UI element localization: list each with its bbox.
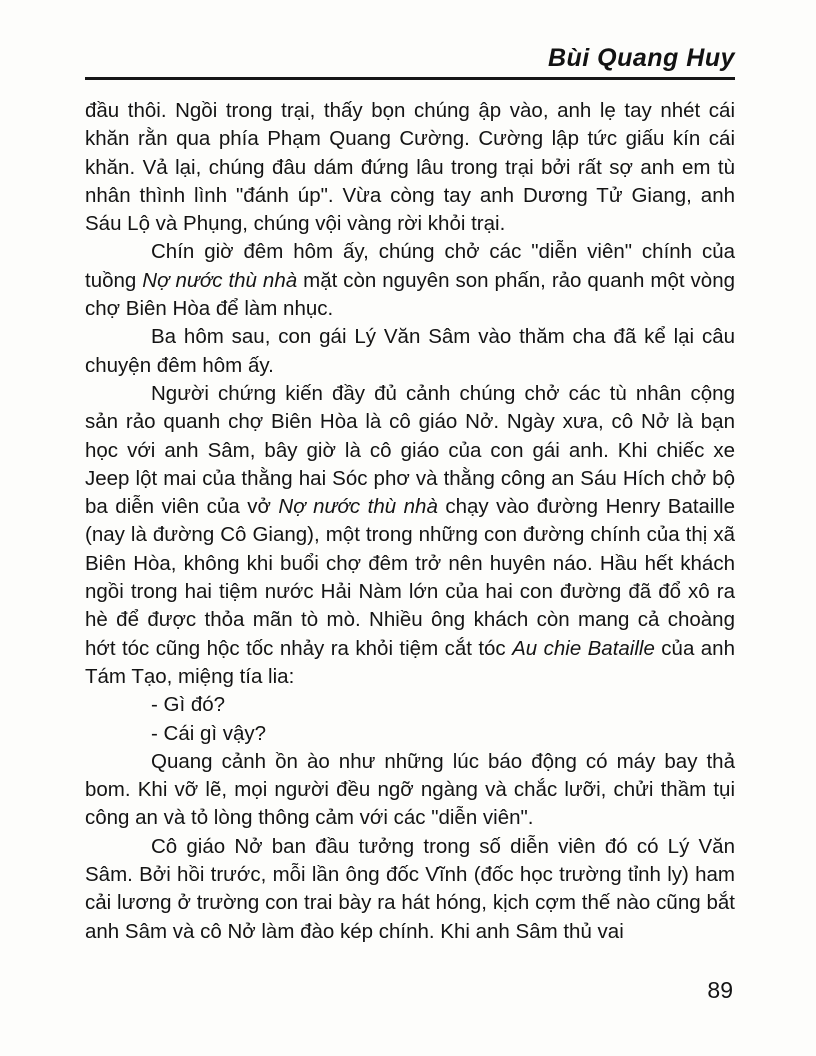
- paragraph: [85, 748, 735, 833]
- running-header-author: Bùi Quang Huy: [547, 44, 735, 72]
- page-content: [85, 44, 735, 946]
- text-run: - Gì đó?: [151, 693, 226, 717]
- text-run: - Cái gì vậy?: [151, 721, 267, 745]
- text-run: Chín giờ đêm hôm ấy, chúng chở các "diễn viên" chính của tuồng: [85, 240, 735, 292]
- paragraph: [85, 97, 735, 238]
- paragraph: [85, 833, 735, 946]
- text-run: của anh Tám Tạo, miệng tía lia:: [85, 636, 735, 688]
- text-run: mặt còn nguyên son phấn, rảo quanh một vòng chợ Biên Hòa để làm nhục.: [85, 268, 735, 321]
- italic-text-run: Nợ nước thù nhà: [142, 268, 298, 292]
- paragraph: [85, 720, 735, 748]
- text-run: chạy vào đường Henry Bataille (nay là đường Cô Giang), một trong những con đường chính của thị xã Biên Hòa, không khi buổi chợ đêm trở nên huyên náo. Hầu hết khách ngồi trong hai tiệm nước Hải Nàm lớn của hai con đường đã đổ xô ra hè để được thỏa mãn tò mò. Nhiều ông khách còn mang cả choàng hớt tóc cũng hộc tốc nhảy ra khỏi tiệm cắt tóc: [85, 495, 736, 660]
- paragraph: [85, 691, 735, 719]
- paragraph: [85, 323, 735, 380]
- page-number: 89: [707, 977, 733, 1003]
- italic-text-run: Nợ nước thù nhà: [278, 495, 438, 519]
- text-run: Cô giáo Nở ban đầu tưởng trong số diễn viên đó có Lý Văn Sâm. Bởi hồi trước, mỗi lần ông đốc Vĩnh (đốc học trường tỉnh ly) ham cải lương ở trường con trai bày ra hát hóng, kịch cợm thế nào cũng bắt anh Sâm và cô Nở làm đào kép chính. Khi anh Sâm thủ vai: [85, 834, 735, 943]
- header-rule: [85, 77, 735, 80]
- text-run: Quang cảnh ồn ào như những lúc báo động có máy bay thả bom. Khi vỡ lẽ, mọi người đều ngỡ ngàng và chắc lưỡi, chửi thầm tụi công an và tỏ lòng thông cảm với các "diễn viên".: [85, 749, 735, 830]
- paragraph: [85, 380, 735, 691]
- italic-text-run: Au chie Bataille: [512, 636, 655, 660]
- text-run: Người chứng kiến đầy đủ cảnh chúng chở các tù nhân cộng sản rảo quanh chợ Biên Hòa là cô giáo Nở. Ngày xưa, cô Nở là bạn học với anh Sâm, bây giờ là cô giáo của con gái anh. Khi chiếc xe Jeep lột mai của thằng hai Sóc phơ và thằng công an Sáu Hích chở bộ ba diễn viên của vở: [85, 381, 735, 519]
- text-run: Ba hôm sau, con gái Lý Văn Sâm vào thăm cha đã kể lại câu chuyện đêm hôm ấy.: [85, 325, 735, 377]
- text-run: đầu thôi. Ngồi trong trại, thấy bọn chúng ập vào, anh lẹ tay nhét cái khăn rằn qua phía Phạm Quang Cường. Cường lập tức giấu kín cái khăn. Vả lại, chúng đâu dám đứng lâu trong trại bởi rất sợ anh em tù nhân thình lình "đánh úp". Vừa còng tay anh Dương Tử Giang, anh Sáu Lộ và Phụng, chúng vội vàng rời khỏi trại.: [85, 99, 735, 236]
- body-text: [85, 97, 735, 946]
- paragraph: [85, 238, 735, 323]
